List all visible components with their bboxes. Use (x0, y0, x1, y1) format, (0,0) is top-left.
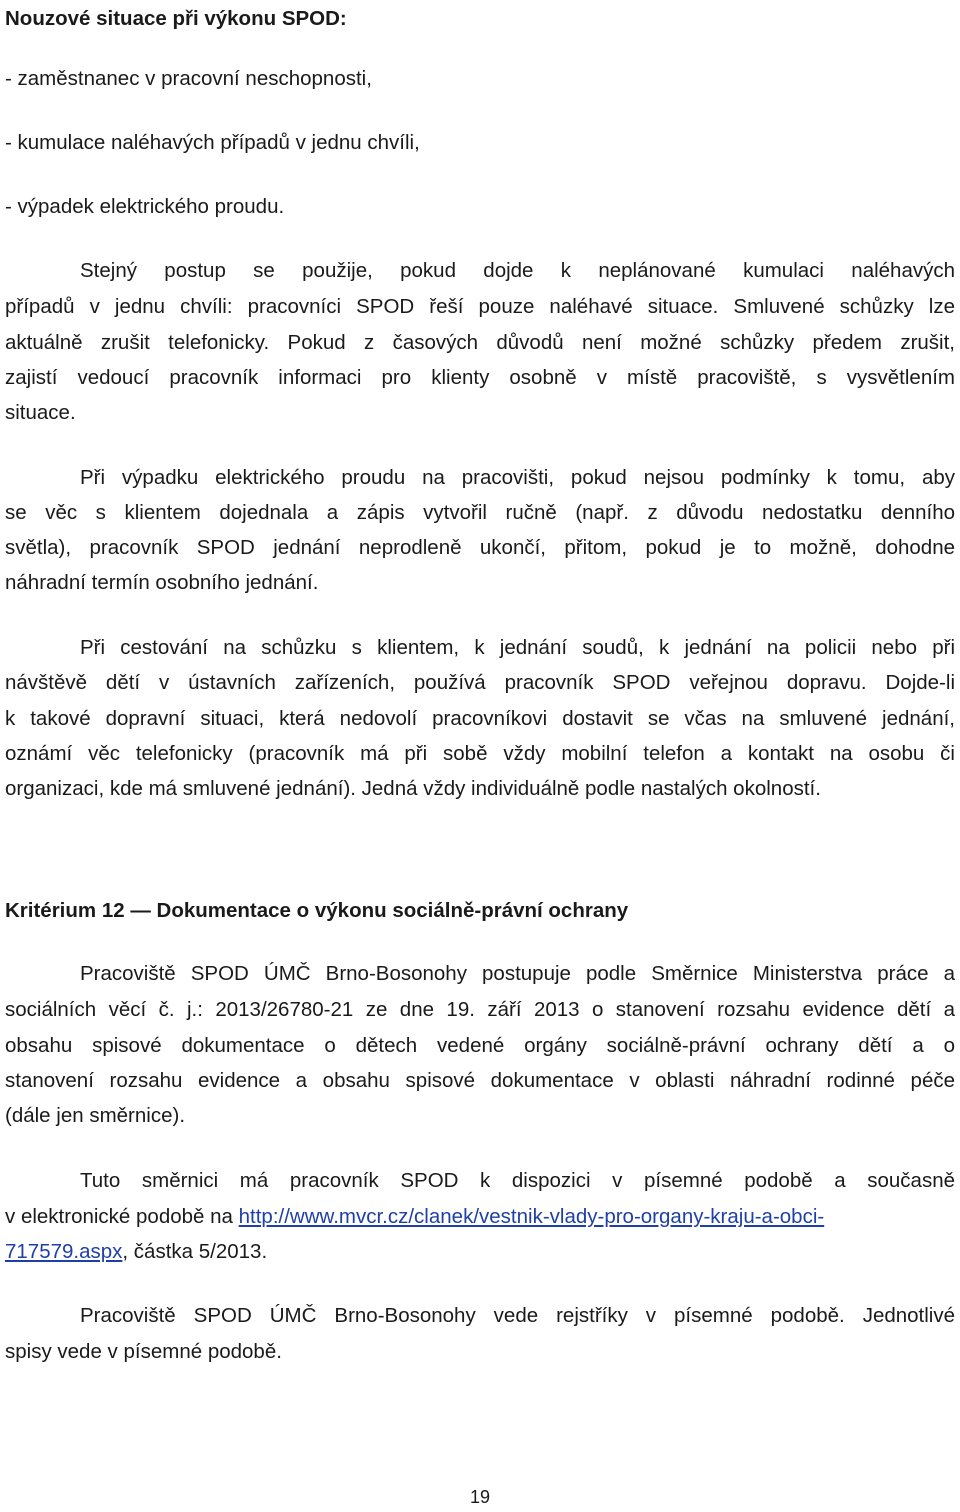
paragraph-line: oznámí věc telefonicky (pracovník má při sobě vždy mobilní telefon a kontakt na osobu či (5, 742, 955, 765)
paragraph-line: organizaci, kde má smluvené jednání). Jedná vždy individuálně podle nastalých okolností. (5, 777, 821, 800)
paragraph-line: Pracoviště SPOD ÚMČ Brno-Bosonohy vede rejstříky v písemné podobě. Jednotlivé (80, 1304, 955, 1327)
paragraph-line: Při cestování na schůzku s klientem, k jednání soudů, k jednání na policii nebo při (80, 636, 955, 659)
vestnik-link-continuation[interactable]: 717579.aspx (5, 1240, 123, 1263)
paragraph-line: případů v jednu chvíli: pracovníci SPOD řeší pouze naléhavé situace. Smluvené schůzky lze (5, 295, 955, 318)
section-heading-criterion-12: Kritérium 12 — Dokumentace o výkonu sociálně-právní ochrany (5, 899, 629, 922)
paragraph-line: spisy vede v písemné podobě. (5, 1340, 282, 1363)
paragraph-text: v elektronické podobě na (5, 1205, 239, 1228)
paragraph-line: Stejný postup se použije, pokud dojde k neplánované kumulaci naléhavých (80, 259, 955, 282)
list-item: - kumulace naléhavých případů v jednu chvíli, (5, 131, 420, 154)
paragraph-text: , částka 5/2013. (122, 1240, 268, 1263)
paragraph-line: náhradní termín osobního jednání. (5, 571, 319, 594)
paragraph-line: (dále jen směrnice). (5, 1104, 186, 1127)
vestnik-link[interactable]: http://www.mvcr.cz/clanek/vestnik-vlady-pro-organy-kraju-a-obci- (238, 1205, 825, 1228)
paragraph-line: sociálních věcí č. j.: 2013/26780-21 ze dne 19. září 2013 o stanovení rozsahu evidence dětí a (5, 998, 955, 1021)
paragraph-line: obsahu spisové dokumentace o dětech vedené orgány sociálně-právní ochrany dětí a o (5, 1034, 955, 1057)
section-heading-emergency: Nouzové situace při výkonu SPOD: (5, 7, 347, 30)
paragraph-line: stanovení rozsahu evidence a obsahu spisové dokumentace v oblasti náhradní rodinné péče (5, 1069, 955, 1092)
paragraph-line: zajistí vedoucí pracovník informaci pro klienty osobně v místě pracoviště, s vysvětlením (5, 366, 955, 389)
paragraph-line: světla), pracovník SPOD jednání neprodleně ukončí, přitom, pokud je to možně, dohodne (5, 536, 955, 559)
list-item: - výpadek elektrického proudu. (5, 195, 285, 218)
paragraph-line: k takové dopravní situaci, která nedovolí pracovníkovi dostavit se včas na smluvené jednání, (5, 707, 955, 730)
paragraph-line (5, 1236, 267, 1268)
list-item: - zaměstnanec v pracovní neschopnosti, (5, 67, 372, 90)
paragraph-line: návštěvě dětí v ústavních zařízeních, používá pracovník SPOD veřejnou dopravu. Dojde-li (5, 671, 955, 694)
paragraph-line: Tuto směrnici má pracovník SPOD k dispozici v písemné podobě a současně (80, 1169, 955, 1192)
paragraph-line: aktuálně zrušit telefonicky. Pokud z časových důvodů není možné schůzky předem zrušit, (5, 331, 955, 354)
page-number: 19 (469, 1487, 491, 1507)
paragraph-line: Pracoviště SPOD ÚMČ Brno-Bosonohy postupuje podle Směrnice Ministerstva práce a (80, 962, 955, 985)
paragraph-line: Při výpadku elektrického proudu na pracovišti, pokud nejsou podmínky k tomu, aby (80, 466, 955, 489)
paragraph-line: se věc s klientem dojednala a zápis vytvořil ručně (např. z důvodu nedostatku denního (5, 501, 955, 524)
paragraph-line: situace. (5, 401, 76, 424)
paragraph-line (5, 1201, 824, 1233)
